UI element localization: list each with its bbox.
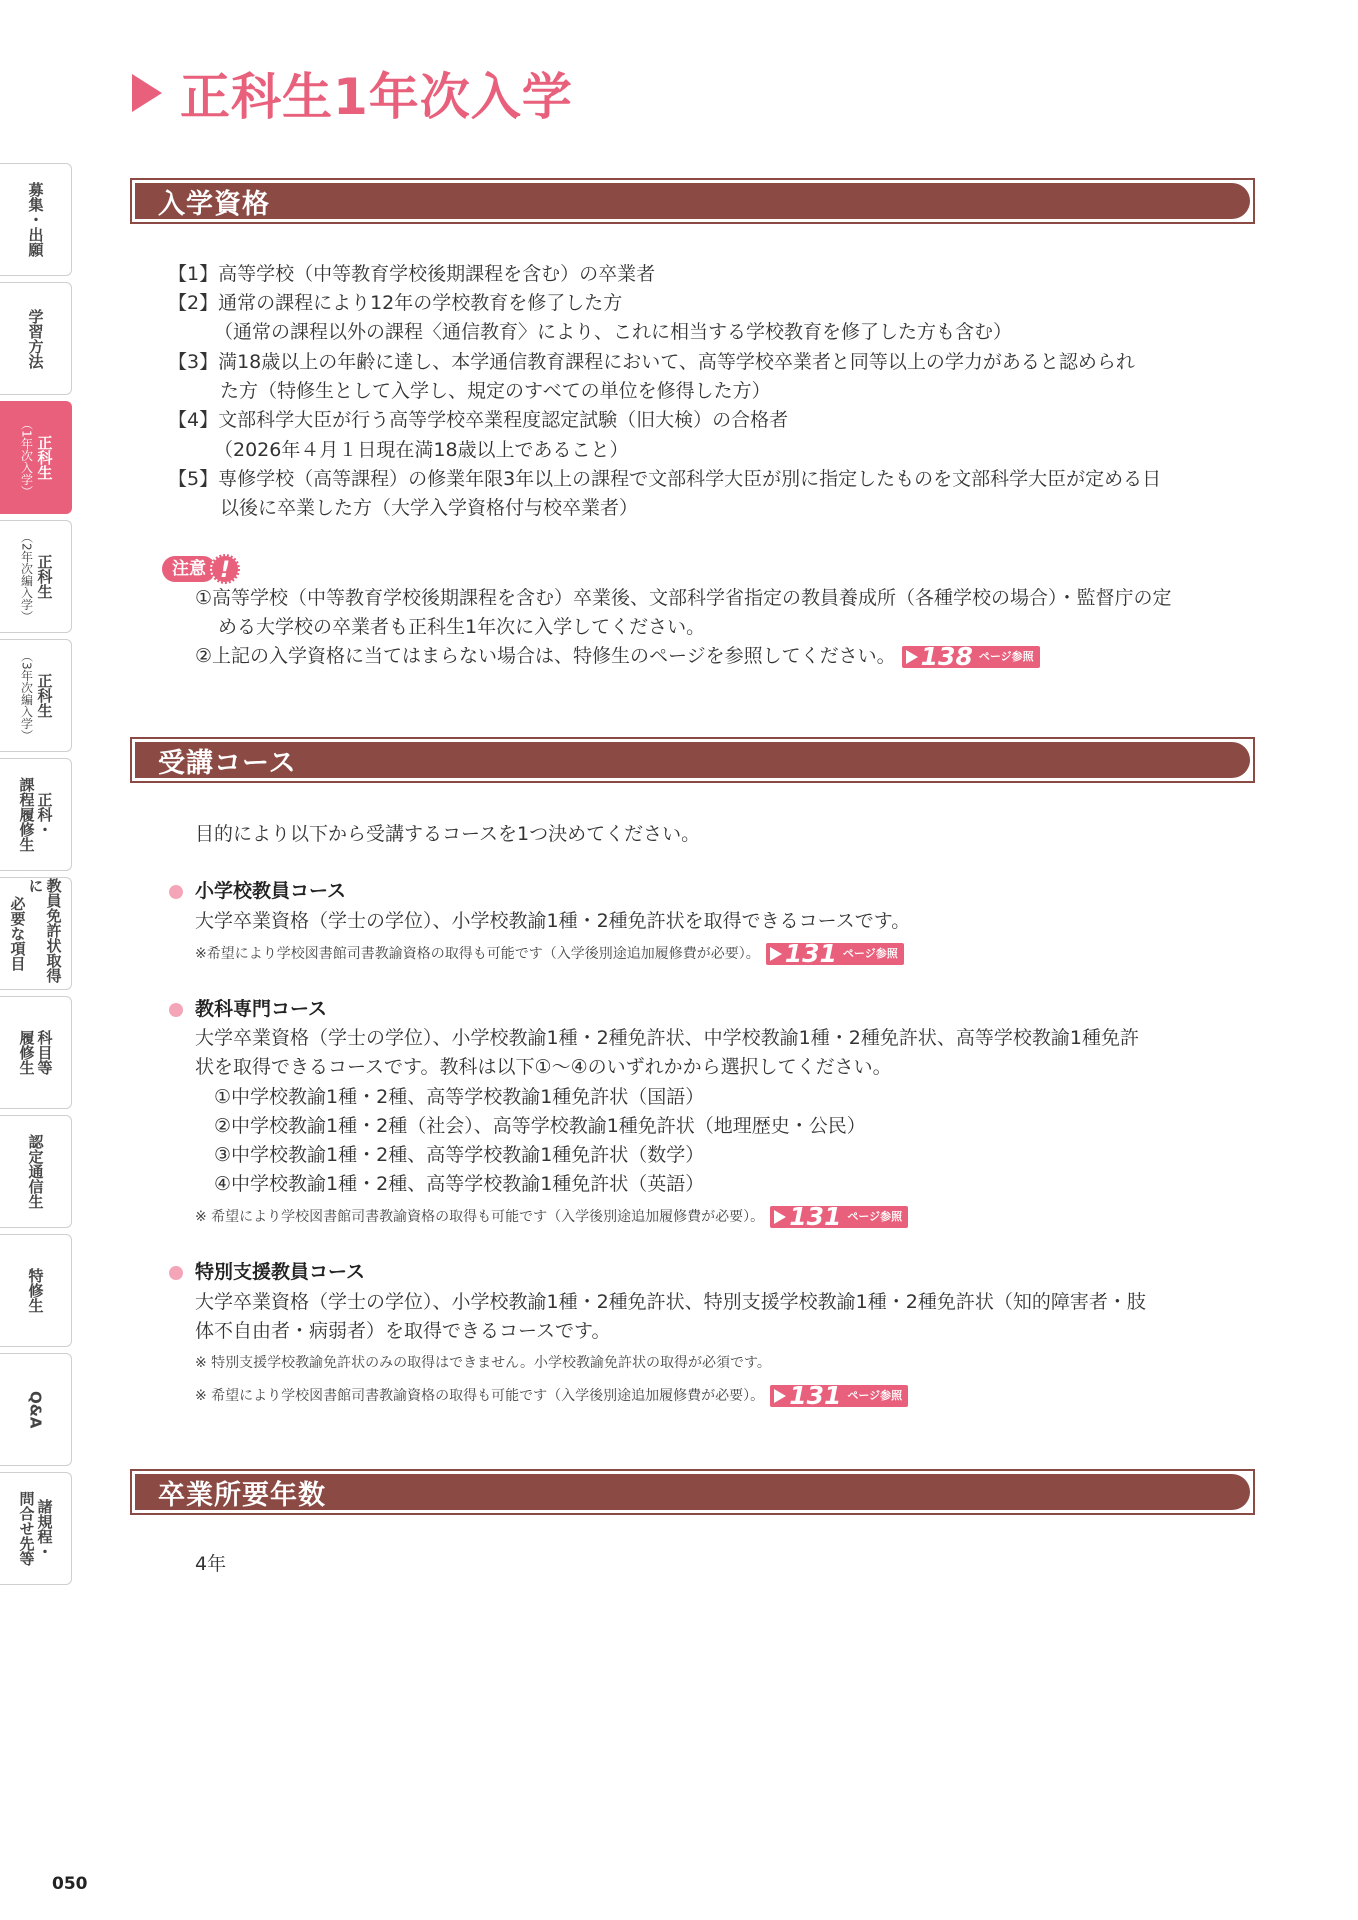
- course-elementary-note: ※希望により学校図書館司書教諭資格の取得も可能です（入学後別途追加履修費が必要）。 131 ページ参照: [195, 943, 904, 965]
- admission-item-2: 【2】通常の課程により12年の学校教育を修了した方: [168, 292, 623, 314]
- section-heading: 卒業所要年数: [158, 1479, 326, 1511]
- caution-label: 注意: [162, 556, 216, 582]
- course-subject-option-4: ④中学校教諭1種・2種、高等学校教諭1種免許状（英語）: [214, 1173, 705, 1195]
- course-special-title: 特別支援教員コース: [195, 1261, 366, 1283]
- admission-item-5-cont: 以後に卒業した方（大学入学資格付与校卒業者）: [220, 497, 639, 519]
- arrow-icon: [774, 1389, 786, 1403]
- caution-line-2: ②上記の入学資格に当てはまらない場合は、特修生のページを参照してください。 138 ページ参照: [195, 642, 1040, 671]
- course-special-note-2: ※ 希望により学校図書館司書教諭資格の取得も可能です（入学後別途追加履修費が必要）。 131 ページ参照: [195, 1385, 908, 1407]
- bullet-icon: [169, 885, 183, 899]
- side-tab-label: 特修生: [26, 1268, 45, 1313]
- side-tab-label: 正科・: [35, 792, 54, 837]
- course-elementary-title: 小学校教員コース: [195, 880, 347, 902]
- side-tab-10[interactable]: [0, 1234, 72, 1347]
- course-subject-option-2: ②中学校教諭1種・2種（社会）、高等学校教諭1種免許状（地理歴史・公民）: [214, 1115, 866, 1137]
- course-subject-note: ※ 希望により学校図書館司書教諭資格の取得も可能です（入学後別途追加履修費が必要）。 131 ページ参照: [195, 1206, 908, 1228]
- side-tab-12[interactable]: [0, 1472, 72, 1585]
- side-tab-label: （3年次編入学）: [19, 649, 34, 742]
- admission-item-5: 【5】専修学校（高等課程）の修業年限3年以上の課程で文部科学大臣が別に指定したものを文部科学大臣が定める日: [168, 468, 1162, 490]
- side-tab-label: 認定通信生: [26, 1134, 45, 1209]
- page-title-text: 正科生1年次入学: [180, 68, 573, 126]
- side-tab-label: （1年次入学）: [19, 417, 34, 498]
- admission-item-1: 【1】高等学校（中等教育学校後期課程を含む）の卒業者: [168, 263, 656, 285]
- side-tab-label: 諸規程・: [35, 1498, 54, 1559]
- course-subject-desc: 大学卒業資格（学士の学位）、小学校教諭1種・2種免許状、中学校教諭1種・2種免許状、高等学校教諭1種免許: [195, 1027, 1139, 1049]
- admission-item-4-note: （2026年４月１日現在満18歳以上であること）: [214, 439, 629, 461]
- side-tab-3[interactable]: [0, 401, 72, 514]
- triangle-icon: [132, 74, 162, 112]
- side-tab-label: 科目等: [35, 1030, 54, 1075]
- side-tab-label: 正科生: [35, 673, 54, 718]
- course-subject-title: 教科専門コース: [195, 998, 328, 1020]
- side-tab-7[interactable]: [0, 877, 72, 990]
- section-heading: 入学資格: [158, 188, 270, 220]
- side-tab-label: 履修生: [17, 1030, 36, 1075]
- course-intro: 目的により以下から受講するコースを1つ決めてください。: [195, 823, 701, 845]
- page-ref-131[interactable]: 131 ページ参照: [766, 943, 904, 965]
- section-years-header: [130, 1469, 1255, 1515]
- side-tab-label: 課程履修生: [17, 777, 36, 852]
- bullet-icon: [169, 1003, 183, 1017]
- page-title: [132, 58, 573, 128]
- exclamation-icon: !: [210, 554, 240, 584]
- admission-item-3: 【3】満18歳以上の年齢に達し、本学通信教育課程において、高等学校卒業者と同等以上の学力があると認められ: [168, 351, 1135, 373]
- caution-line-1-cont: める大学校の卒業者も正科生1年次に入学してください。: [218, 616, 706, 638]
- section-course-header: [130, 737, 1255, 783]
- side-tab-label: 正科生: [35, 554, 54, 599]
- course-special-note-1: ※ 特別支援学校教諭免許状のみの取得はできません。小学校教諭免許状の取得が必須です。: [195, 1355, 771, 1371]
- side-tab-1[interactable]: [0, 163, 72, 276]
- side-tab-2[interactable]: [0, 282, 72, 395]
- section-admission-header: [130, 178, 1255, 224]
- arrow-icon: [774, 1210, 786, 1224]
- side-tab-9[interactable]: [0, 1115, 72, 1228]
- side-tab-label: 正科生: [35, 435, 54, 480]
- admission-item-2-note: （通常の課程以外の課程〈通信教育〉により、これに相当する学校教育を修了した方も含む）: [214, 321, 1013, 343]
- course-special-desc-cont: 体不自由者・病弱者）を取得できるコースです。: [195, 1320, 611, 1342]
- side-tabs: [0, 163, 73, 1591]
- arrow-icon: [770, 947, 782, 961]
- side-tab-5[interactable]: [0, 639, 72, 752]
- side-tab-label: Q&A: [26, 1390, 45, 1429]
- course-elementary-desc: 大学卒業資格（学士の学位）、小学校教諭1種・2種免許状を取得できるコースです。: [195, 910, 911, 932]
- side-tab-label: 教員免許状取得に: [26, 878, 63, 983]
- arrow-icon: [906, 650, 918, 664]
- side-tab-11[interactable]: [0, 1353, 72, 1466]
- page-ref-131[interactable]: 131 ページ参照: [770, 1385, 908, 1407]
- side-tab-label: 募集・出願: [26, 182, 45, 257]
- side-tab-label: （2年次編入学）: [19, 530, 34, 623]
- page-ref-131[interactable]: 131 ページ参照: [770, 1206, 908, 1228]
- side-tab-4[interactable]: [0, 520, 72, 633]
- years-value: 4年: [195, 1553, 227, 1575]
- side-tab-label: 学習方法: [26, 308, 45, 369]
- page-number: 050: [52, 1874, 88, 1894]
- course-subject-option-1: ①中学校教諭1種・2種、高等学校教諭1種免許状（国語）: [214, 1086, 705, 1108]
- admission-item-3-cont: た方（特修生として入学し、規定のすべての単位を修得した方）: [220, 380, 771, 402]
- course-special-desc: 大学卒業資格（学士の学位）、小学校教諭1種・2種免許状、特別支援学校教諭1種・2種免許状（知的障害者・肢: [195, 1291, 1146, 1313]
- side-tab-8[interactable]: [0, 996, 72, 1109]
- section-heading: 受講コース: [158, 747, 297, 779]
- course-subject-option-3: ③中学校教諭1種・2種、高等学校教諭1種免許状（数学）: [214, 1144, 705, 1166]
- side-tab-label: 問合せ先等: [17, 1491, 36, 1566]
- admission-item-4: 【4】文部科学大臣が行う高等学校卒業程度認定試験（旧大検）の合格者: [168, 409, 789, 431]
- page-ref-138[interactable]: 138 ページ参照: [902, 646, 1040, 668]
- caution-line-1: ①高等学校（中等教育学校後期課程を含む）卒業後、文部科学省指定の教員養成所（各種学校の場合）・監督庁の定: [195, 587, 1172, 609]
- side-tab-label: 必要な項目: [8, 896, 27, 971]
- side-tab-6[interactable]: [0, 758, 72, 871]
- caution-badge: [162, 556, 240, 582]
- course-subject-desc-cont: 状を取得できるコースです。教科は以下①〜④のいずれかから選択してください。: [195, 1056, 892, 1078]
- bullet-icon: [169, 1266, 183, 1280]
